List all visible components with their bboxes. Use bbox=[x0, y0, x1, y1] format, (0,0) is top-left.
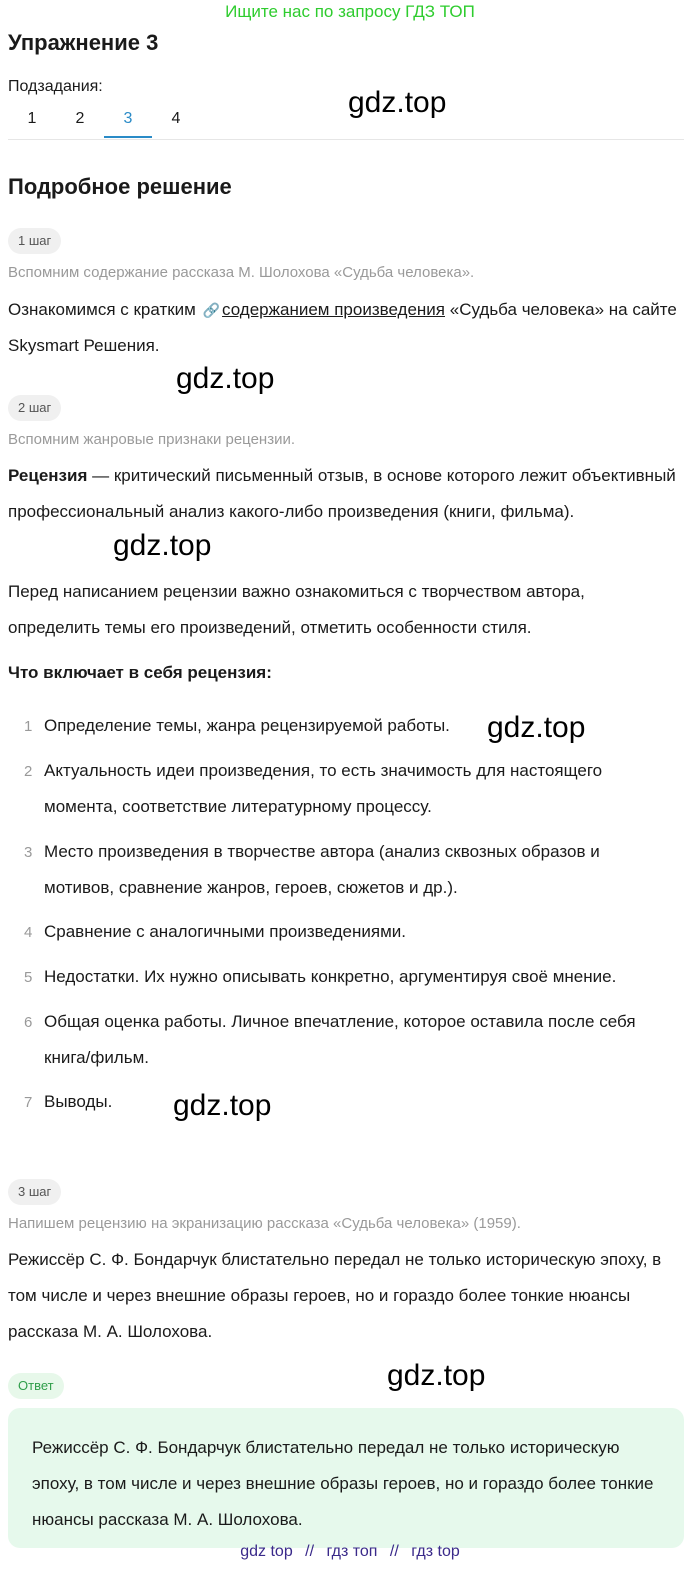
list-item: Выводы. bbox=[44, 1092, 113, 1111]
watermark: gdz.top bbox=[348, 86, 447, 119]
watermark: gdz.top bbox=[387, 1359, 486, 1392]
list-item: Место произведения в творчестве автора (анализ сквозных образов и мотивов, сравнение жанров, героев, сюжетов и др.). bbox=[44, 842, 600, 897]
solution-heading: Подробное решение bbox=[8, 174, 232, 199]
list-number: 6 bbox=[24, 1014, 33, 1031]
list-number: 3 bbox=[24, 844, 33, 861]
tab-4[interactable]: 4 bbox=[171, 110, 181, 127]
list-item: Недостатки. Их нужно описывать конкретно, аргументируя своё мнение. bbox=[44, 967, 617, 986]
step-text: Рецензия — критический письменный отзыв, в основе которого лежит объективный профессиональный анализ какого-либо произведения (книги, фильма). bbox=[8, 466, 676, 521]
list-number: 7 bbox=[24, 1094, 33, 1111]
page-title: Упражнение 3 bbox=[8, 30, 159, 55]
footer-links bbox=[0, 1543, 700, 1561]
footer-link[interactable]: гдз top bbox=[411, 1543, 460, 1560]
step-text: Режиссёр С. Ф. Бондарчук блистательно передал не только историческую эпоху, в том числе и через внешние образы героев, но и гораздо более тонкие нюансы рассказа М. А. Шолохова. bbox=[8, 1250, 662, 1341]
step-hint: Вспомним жанровые признаки рецензии. bbox=[8, 431, 296, 448]
footer-link[interactable]: гдз топ bbox=[326, 1543, 378, 1560]
watermark: gdz.top bbox=[173, 1089, 272, 1122]
step-text: Перед написанием рецензии важно ознакомиться с творчеством автора, определить темы его произведений, отметить особенности стиля. bbox=[8, 582, 585, 637]
subtask-tabs bbox=[8, 100, 200, 138]
answer-text: Режиссёр С. Ф. Бондарчук блистательно передал не только историческую эпоху, в том числе и через внешние образы героев, но и гораздо более тонкие нюансы рассказа М. А. Шолохова. bbox=[32, 1438, 654, 1529]
content-link[interactable]: содержанием произведения bbox=[222, 300, 445, 319]
step-badge: 2 шаг bbox=[8, 395, 61, 421]
answer-badge: Ответ bbox=[8, 1373, 64, 1399]
step-text: Ознакомимся с кратким 🔗 содержанием произведения «Судьба человека» на сайте Skysmart Решения. bbox=[8, 300, 677, 355]
tab-2[interactable]: 2 bbox=[75, 110, 85, 127]
footer-link[interactable]: gdz top bbox=[240, 1543, 293, 1560]
watermark: gdz.top bbox=[113, 529, 212, 562]
list-item: Общая оценка работы. Личное впечатление, которое оставила после себя книга/фильм. bbox=[44, 1012, 636, 1067]
tab-3[interactable]: 3 bbox=[104, 100, 152, 138]
subtasks-label: Подзадания: bbox=[8, 78, 103, 95]
list-number: 5 bbox=[24, 969, 33, 986]
footer-separator: // bbox=[389, 1543, 399, 1560]
watermark: gdz.top bbox=[176, 362, 275, 395]
link-icon: 🔗 bbox=[202, 302, 221, 318]
step-hint: Вспомним содержание рассказа М. Шолохова «Судьба человека». bbox=[8, 264, 475, 281]
list-heading: Что включает в себя рецензия: bbox=[8, 663, 272, 682]
list-number: 2 bbox=[24, 763, 33, 780]
answer-box bbox=[8, 1408, 684, 1548]
list-number: 1 bbox=[24, 718, 33, 735]
search-banner: Ищите нас по запросу ГДЗ ТОП bbox=[225, 2, 475, 21]
list-number: 4 bbox=[24, 924, 33, 941]
step-badge: 1 шаг bbox=[8, 228, 61, 254]
watermark: gdz.top bbox=[487, 711, 586, 744]
tab-1[interactable]: 1 bbox=[27, 110, 37, 127]
step-hint: Напишем рецензию на экранизацию рассказа «Судьба человека» (1959). bbox=[8, 1215, 521, 1232]
list-item: Актуальность идеи произведения, то есть значимость для настоящего момента, соответствие литературному процессу. bbox=[44, 761, 603, 816]
list-item: Определение темы, жанра рецензируемой работы. bbox=[44, 716, 450, 735]
term: Рецензия bbox=[8, 466, 88, 485]
footer-separator: // bbox=[305, 1543, 315, 1560]
tabs-divider bbox=[8, 139, 684, 140]
list-item: Сравнение с аналогичными произведениями. bbox=[44, 922, 406, 941]
step-badge: 3 шаг bbox=[8, 1179, 61, 1205]
